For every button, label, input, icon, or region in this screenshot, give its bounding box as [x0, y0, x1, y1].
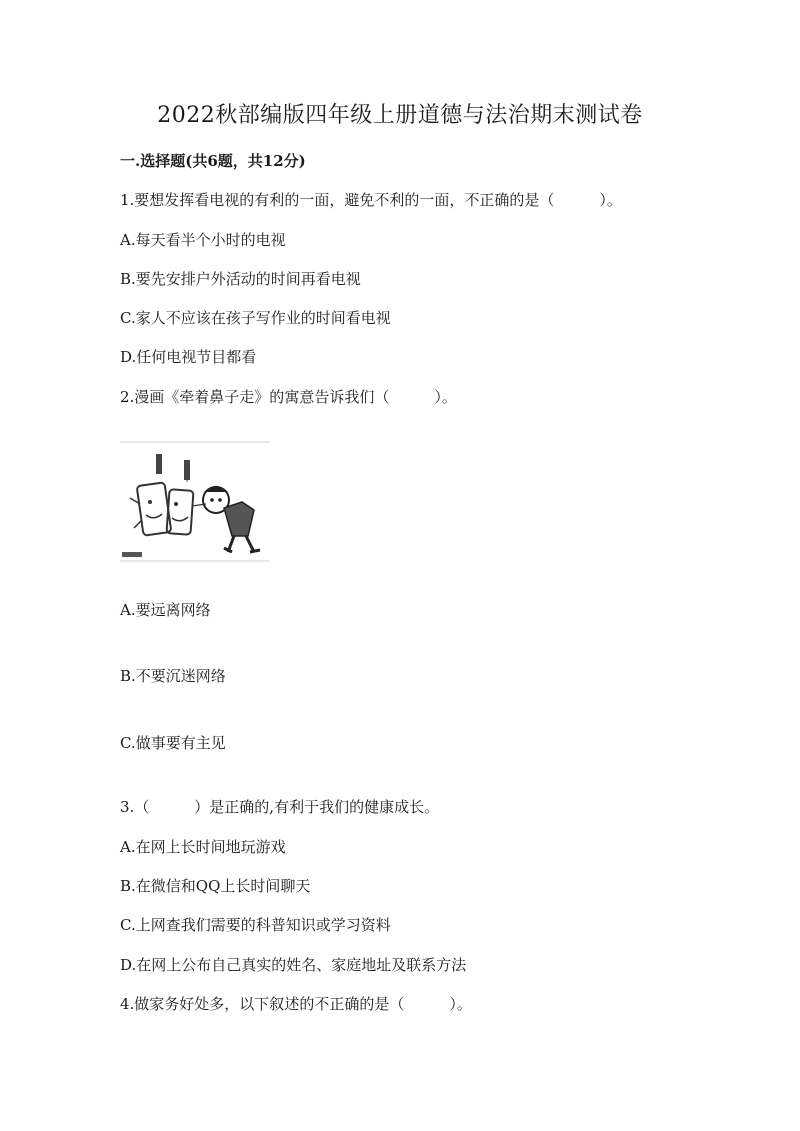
question-3-stem: 3.（ ）是正确的,有利于我们的健康成长。 — [120, 798, 440, 816]
question-3-option-d: D.在网上公布自己真实的姓名、家庭地址及联系方法 — [120, 956, 467, 974]
section-heading: 一.选择题(共6题，共12分) — [120, 152, 306, 170]
question-3-option-b: B.在微信和QQ上长时间聊天 — [120, 877, 311, 895]
question-2-stem: 2.漫画《牵着鼻子走》的寓意告诉我们（ ）。 — [120, 388, 457, 406]
question-2-option-a: A.要远离网络 — [120, 601, 211, 619]
question-1-option-c: C.家人不应该在孩子写作业的时间看电视 — [120, 309, 391, 327]
question-3-option-c: C.上网查我们需要的科普知识或学习资料 — [120, 916, 391, 934]
question-1-option-a: A.每天看半个小时的电视 — [120, 231, 286, 249]
question-3-option-a: A.在网上长时间地玩游戏 — [120, 838, 286, 856]
cartoon-illustration-icon — [120, 440, 272, 564]
page-title: 2022秋部编版四年级上册道德与法治期末测试卷 — [157, 103, 643, 128]
question-2-option-c: C.做事要有主见 — [120, 734, 226, 752]
question-2-option-b: B.不要沉迷网络 — [120, 667, 226, 685]
question-4-stem: 4.做家务好处多，以下叙述的不正确的是（ ）。 — [120, 995, 472, 1013]
question-1-option-b: B.要先安排户外活动的时间再看电视 — [120, 270, 361, 288]
question-1-stem: 1.要想发挥看电视的有利的一面，避免不利的一面，不正确的是（ ）。 — [120, 191, 622, 209]
question-1-option-d: D.任何电视节目都看 — [120, 348, 257, 366]
